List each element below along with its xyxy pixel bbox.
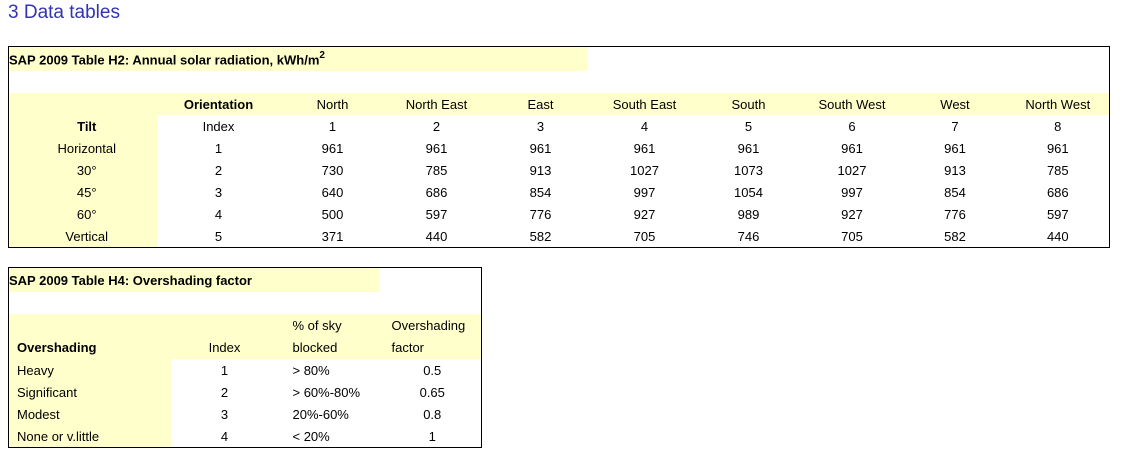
radiation-value-cell: 746 bbox=[697, 225, 801, 248]
radiation-value-cell: 989 bbox=[697, 203, 801, 225]
orientation-name-cell: South bbox=[697, 93, 801, 115]
radiation-value-cell: 854 bbox=[489, 181, 593, 203]
radiation-value-cell: 961 bbox=[801, 137, 904, 159]
index-header: Index bbox=[157, 115, 281, 137]
tilt-index-cell: 2 bbox=[157, 159, 281, 181]
radiation-value-cell: 997 bbox=[801, 181, 904, 203]
factor-value-cell: 0.8 bbox=[384, 403, 482, 425]
radiation-value-cell: 961 bbox=[489, 137, 593, 159]
radiation-value-cell: 582 bbox=[904, 225, 1007, 248]
overshading-index-cell: 4 bbox=[171, 425, 279, 448]
radiation-value-cell: 582 bbox=[489, 225, 593, 248]
overshading-header: Overshading bbox=[9, 336, 171, 359]
orientation-index-cell: 8 bbox=[1007, 115, 1110, 137]
tilt-index-cell: 3 bbox=[157, 181, 281, 203]
table-row bbox=[9, 359, 482, 381]
overshading-label-cell: None or v.little bbox=[9, 425, 171, 448]
radiation-value-cell: 997 bbox=[593, 181, 697, 203]
orientation-header-row bbox=[9, 93, 1110, 115]
radiation-value-cell: 961 bbox=[385, 137, 489, 159]
overshading-index-cell: 1 bbox=[171, 359, 279, 381]
radiation-value-cell: 371 bbox=[281, 225, 385, 248]
radiation-value-cell: 686 bbox=[1007, 181, 1110, 203]
radiation-value-cell: 776 bbox=[489, 203, 593, 225]
radiation-value-cell: 854 bbox=[904, 181, 1007, 203]
radiation-value-cell: 705 bbox=[593, 225, 697, 248]
orientation-name-cell: North East bbox=[385, 93, 489, 115]
tilt-label-cell: 45° bbox=[9, 181, 157, 203]
radiation-value-cell: 961 bbox=[593, 137, 697, 159]
factor-value-cell: 0.65 bbox=[384, 381, 482, 403]
table-row bbox=[9, 159, 1110, 181]
radiation-value-cell: 785 bbox=[385, 159, 489, 181]
tilt-label-cell: 60° bbox=[9, 203, 157, 225]
sky-blocked-cell: > 60%-80% bbox=[279, 381, 384, 403]
empty-cell bbox=[171, 314, 279, 336]
tilt-index-cell: 5 bbox=[157, 225, 281, 248]
orientation-index-cell: 6 bbox=[801, 115, 904, 137]
radiation-value-cell: 1073 bbox=[697, 159, 801, 181]
orientation-index-cell: 1 bbox=[281, 115, 385, 137]
radiation-value-cell: 961 bbox=[1007, 137, 1110, 159]
table-h4-title: SAP 2009 Table H4: Overshading factor bbox=[9, 268, 482, 293]
table-row bbox=[9, 137, 1110, 159]
orientation-name-cell: South West bbox=[801, 93, 904, 115]
page-title: 3 Data tables bbox=[8, 2, 120, 23]
radiation-value-cell: 686 bbox=[385, 181, 489, 203]
tilt-label-cell: Vertical bbox=[9, 225, 157, 248]
radiation-value-cell: 440 bbox=[385, 225, 489, 248]
tilt-label-cell: 30° bbox=[9, 159, 157, 181]
table-row bbox=[9, 425, 482, 448]
sky-blocked-cell: < 20% bbox=[279, 425, 384, 448]
spacer-row bbox=[9, 71, 1110, 93]
table-h2-title-row bbox=[9, 47, 1110, 72]
overshading-label-cell: Modest bbox=[9, 403, 171, 425]
factor-value-cell: 0.5 bbox=[384, 359, 482, 381]
factor-header-line1: Overshading bbox=[384, 314, 482, 336]
radiation-value-cell: 776 bbox=[904, 203, 1007, 225]
radiation-value-cell: 961 bbox=[697, 137, 801, 159]
orientation-index-cell: 3 bbox=[489, 115, 593, 137]
table-h2-annual-solar-radiation bbox=[8, 46, 1110, 248]
superscript-2: 2 bbox=[319, 49, 325, 61]
radiation-value-cell: 1027 bbox=[593, 159, 697, 181]
table-row bbox=[9, 403, 482, 425]
orientation-name-cell: East bbox=[489, 93, 593, 115]
orientation-index-cell: 2 bbox=[385, 115, 489, 137]
table-h4-title-row bbox=[9, 268, 482, 293]
sky-header-line1: % of sky bbox=[279, 314, 384, 336]
radiation-value-cell: 640 bbox=[281, 181, 385, 203]
table-row bbox=[9, 181, 1110, 203]
empty-cell bbox=[9, 314, 171, 336]
header-row-line2 bbox=[9, 336, 482, 359]
orientation-name-cell: West bbox=[904, 93, 1007, 115]
radiation-value-cell: 961 bbox=[281, 137, 385, 159]
radiation-value-cell: 961 bbox=[904, 137, 1007, 159]
index-header: Index bbox=[171, 336, 279, 359]
radiation-value-cell: 440 bbox=[1007, 225, 1110, 248]
orientation-name-cell: South East bbox=[593, 93, 697, 115]
overshading-index-cell: 2 bbox=[171, 381, 279, 403]
radiation-value-cell: 1027 bbox=[801, 159, 904, 181]
overshading-label-cell: Heavy bbox=[9, 359, 171, 381]
radiation-value-cell: 500 bbox=[281, 203, 385, 225]
empty-cell bbox=[9, 93, 157, 115]
orientation-header: Orientation bbox=[157, 93, 281, 115]
sky-blocked-cell: > 80% bbox=[279, 359, 384, 381]
orientation-name-cell: North West bbox=[1007, 93, 1110, 115]
table-h4-overshading-factor bbox=[8, 267, 482, 448]
sky-header-line2: blocked bbox=[279, 336, 384, 359]
radiation-value-cell: 730 bbox=[281, 159, 385, 181]
orientation-index-cell: 5 bbox=[697, 115, 801, 137]
tilt-index-cell: 1 bbox=[157, 137, 281, 159]
radiation-value-cell: 913 bbox=[904, 159, 1007, 181]
factor-header-line2: factor bbox=[384, 336, 482, 359]
radiation-value-cell: 913 bbox=[489, 159, 593, 181]
overshading-label-cell: Significant bbox=[9, 381, 171, 403]
orientation-name-cell: North bbox=[281, 93, 385, 115]
tilt-label-cell: Horizontal bbox=[9, 137, 157, 159]
table-h2-title: SAP 2009 Table H2: Annual solar radiation, kWh/$m^2$ bbox=[9, 47, 1110, 72]
tilt-index-cell: 4 bbox=[157, 203, 281, 225]
header-row-line1 bbox=[9, 314, 482, 336]
tilt-header: Tilt bbox=[9, 115, 157, 137]
table-row bbox=[9, 225, 1110, 248]
table-row bbox=[9, 203, 1110, 225]
radiation-value-cell: 705 bbox=[801, 225, 904, 248]
radiation-value-cell: 597 bbox=[385, 203, 489, 225]
orientation-index-cell: 4 bbox=[593, 115, 697, 137]
radiation-value-cell: 927 bbox=[593, 203, 697, 225]
radiation-value-cell: 785 bbox=[1007, 159, 1110, 181]
overshading-index-cell: 3 bbox=[171, 403, 279, 425]
factor-value-cell: 1 bbox=[384, 425, 482, 448]
radiation-value-cell: 597 bbox=[1007, 203, 1110, 225]
orientation-index-cell: 7 bbox=[904, 115, 1007, 137]
spacer-row bbox=[9, 292, 482, 314]
radiation-value-cell: 1054 bbox=[697, 181, 801, 203]
table-row bbox=[9, 381, 482, 403]
radiation-value-cell: 927 bbox=[801, 203, 904, 225]
sky-blocked-cell: 20%-60% bbox=[279, 403, 384, 425]
index-header-row bbox=[9, 115, 1110, 137]
